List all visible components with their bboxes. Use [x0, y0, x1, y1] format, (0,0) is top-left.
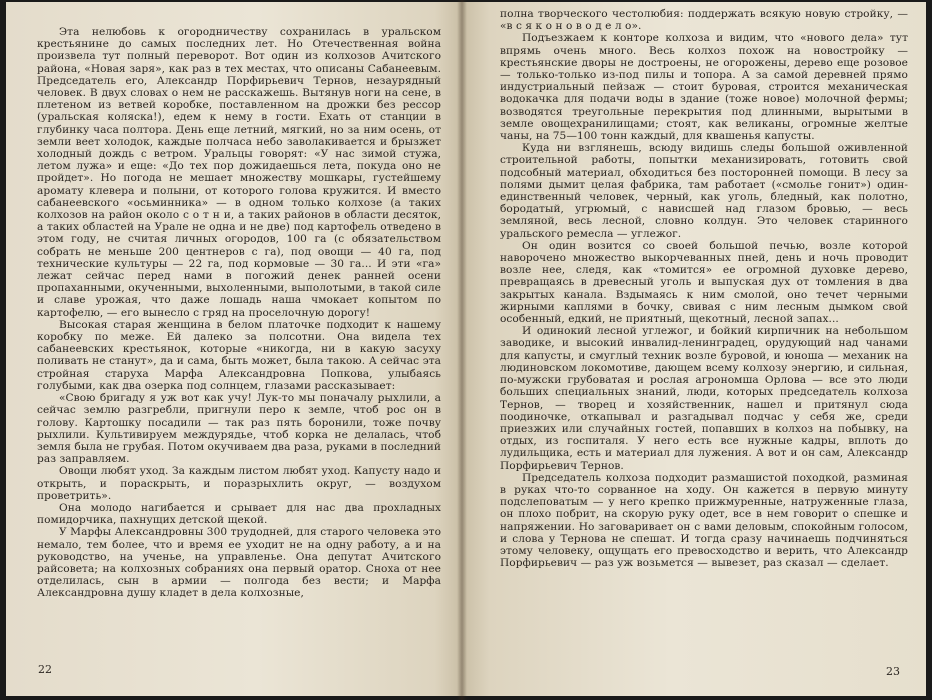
paragraph: Эта нелюбовь к огородничеству сохранилась в уральском крестьянине до самых последних лет. Но Отечественная война произвела тут полный переворот. Вот один из колхозов Ачитского района, «Новая заря», как раз в тех местах, что описаны Сабанеевым. Председатель его, Александр Порфирьевич Тернов, незаурядный человек. В двух словах о нем не расскажешь. Вытянув ноги на сене, в плетеном из ветвей коробке, поставленном на дрожки без рессор (уральская коляска!), едем к нему в гости. Ехать от станции в глубинку часа полтора. День еще летний, мягкий, но за ним осень, от земли веет холодок, каждые полчаса небо заволакивается и брызжет холодный дождь с ветром. Уральцы говорят: «У нас зимой стужа, летом лужа» и еще: «До тех пор дожидаешься лета, покуда оно не пройдет». Но погода не мешает множеству мошкары, густейшему аромату клевера и полыни, от которого голова кружится. И вместо сабанеевского «осьминника» — в одном только колхозе (а таких колхозов на район около с о т н и, а таких районов в области десяток, а таких областей на Урале не одна и не две) под картофель отведено в этом году, не считая личных огородов, 100 га (с обязательством собрать не меньше 200 центнеров с га), под овощи — 40 га, под технические культуры — 22 га, под кормовые — 30 га... И эти «га» лежат сейчас перед нами в погожий денек ранней осени пропаханными, окученными, выхоленными, выполотыми, в такой силе и славе урожая, что даже лошадь наша чмокает копытом по картофелю, — его вынесло с гряд на проселочную дорогу!	[37, 26, 441, 319]
right-page	[462, 2, 926, 696]
paragraph: Председатель колхоза подходит размашистой походкой, разминая в руках что-то сорванное на ходу. Он кажется в первую минуту подслеповатым — у него крепко прижмуренные, натруженные глаза, он плохо побрит, на скорую руку одет, все в нем говорит о спешке и напряжении. Но заговаривает он с вами деловым, спокойным голосом, и слова у Тернова не спешат. И тогда сразу начинаешь подчиняться этому человеку, ощущать его превосходство и верить, что Александр Порфирьевич — раз уж возьмется — вывезет, раз сказал — сделает.	[500, 471, 908, 570]
paragraph: Высокая старая женщина в белом платочке подходит к нашему коробку по меже. Ей далеко за полсотни. Она видела тех сабанеевских крестьянок, которые «никогда, ни в какую засуху поливать не станут», да и сама, быть может, была такою. А сейчас эта стройная старуха Марфа Александровна Попкова, улыбаясь голубыми, как два озерка под солнцем, глазами рассказывает:	[37, 318, 441, 392]
paragraph: Подъезжаем к конторе колхоза и видим, что «нового дела» тут впрямь очень много. Весь колхоз похож на новостройку — крестьянские дворы не достроены, не огорожены, дерево еще розовое — только-только из-под пилы и топора. А за самой деревней прямо индустриальный пейзаж — стоит буровая, строится механическая водокачка для подачи воды в здание (тоже новое) молочной фермы; возводятся треугольные перекрытия под длинными, вырытыми в земле овощехранилищами; стоят, как великаны, огромные желтые чаны, на 75—100 тонн каждый, для квашенья капусты.	[500, 32, 908, 143]
book-gutter	[457, 0, 467, 700]
paragraph: Он один возится со своей большой печью, возле которой наворочено множество выкорчеванных пней, день и ночь проводит возле нее, следя, как «томится» ее огромной духовке дерево, превращаясь в древесный уголь и выпуская дух от томления в два закрытых канала. Вздымаясь к ним смолой, оно течет черными жирными каплями в бочку, свивая с ним лесным дымком свой особенный, едкий, не приятный, щекотный, лесной запах...	[500, 239, 908, 326]
paragraph: полна творческого честолюбия: поддержать всякую новую стройку, — «в с я к о н о в о д е л о».	[500, 8, 908, 33]
quote-paragraph: Овощи любят уход. За каждым листом любят уход. Капусту надо и открыть, и пораскрыть, и поразрыхлить округ, — воздухом проветрить».	[37, 465, 441, 502]
paragraph: Она молодо нагибается и срывает для нас два прохладных помидорчика, пахнущих детской щекой.	[37, 501, 441, 527]
left-page-text	[37, 26, 441, 600]
paragraph: И одинокий лесной углежог, и бойкий кирпичник на небольшом заводике, и высокий инвалид-ленинградец, орудующий над чанами для капусты, и смуглый техник возле буровой, и юноша — механик на людиновском локомотиве, дающем всему колхозу энергию, и сильная, по-мужски грубоватая и рослая агрономша Орлова — все это люди больших специальных знаний, люди, которых председатель колхоза Тернов, — творец и хозяйственник, нашел и притянул сюда поодиночке, откапывал и разгадывал подчас у себя же, среди приезжих или случайных гостей, попавших в колхоз на побывку, на отдых, из госпиталя. У него есть все нужные кадры, вплоть до лудильщика, есть и материал для лужения. А вот и он сам, Александр Порфирьевич Тернов.	[500, 325, 908, 472]
page-number: 23	[886, 665, 900, 678]
paragraph: У Марфы Александровны 300 трудодней, для старого человека это немало, тем более, что и время ее уходит не на одну работу, а и на руководство, на ученье, на управленье. Она депутат Ачитского райсовета; на колхозных собраниях она первый оратор. Сноха от нее отделилась, сын в армии — полгода без вести; и Марфа Александровна душу кладет в дела колхозные,	[37, 526, 441, 600]
paragraph: Куда ни взглянешь, всюду видишь следы большой оживленной строительной работы, попытки механизировать, готовить свой подсобный материал, обходиться без посторонней помощи. В лесу за полями дымит целая фабрика, там работает («смолье гонит») один-единственный человек, черный, как уголь, бледный, как полотно, бородатый, угрюмый, с нависшей над глазом бровью, — весь земляной, весь лесной, словно колдун. Это человек старинного уральского ремесла — углежог.	[500, 142, 908, 240]
page-number: 22	[38, 663, 52, 676]
right-page-text	[500, 8, 908, 569]
quote-paragraph: «Свою бригаду я уж вот как учу! Лук-то мы поначалу рыхлили, а сейчас землю разгребли, пригнули перо к земле, чтоб рос он в голову. Картошку посадили — так раз пять боронили, тоже почву рыхлили. Культивируем междурядье, чтоб корка не делалась, чтоб земля была не грубая. Потом окучиваем два раза, руками в последний раз заправляем.	[37, 392, 442, 466]
left-page	[6, 2, 462, 696]
